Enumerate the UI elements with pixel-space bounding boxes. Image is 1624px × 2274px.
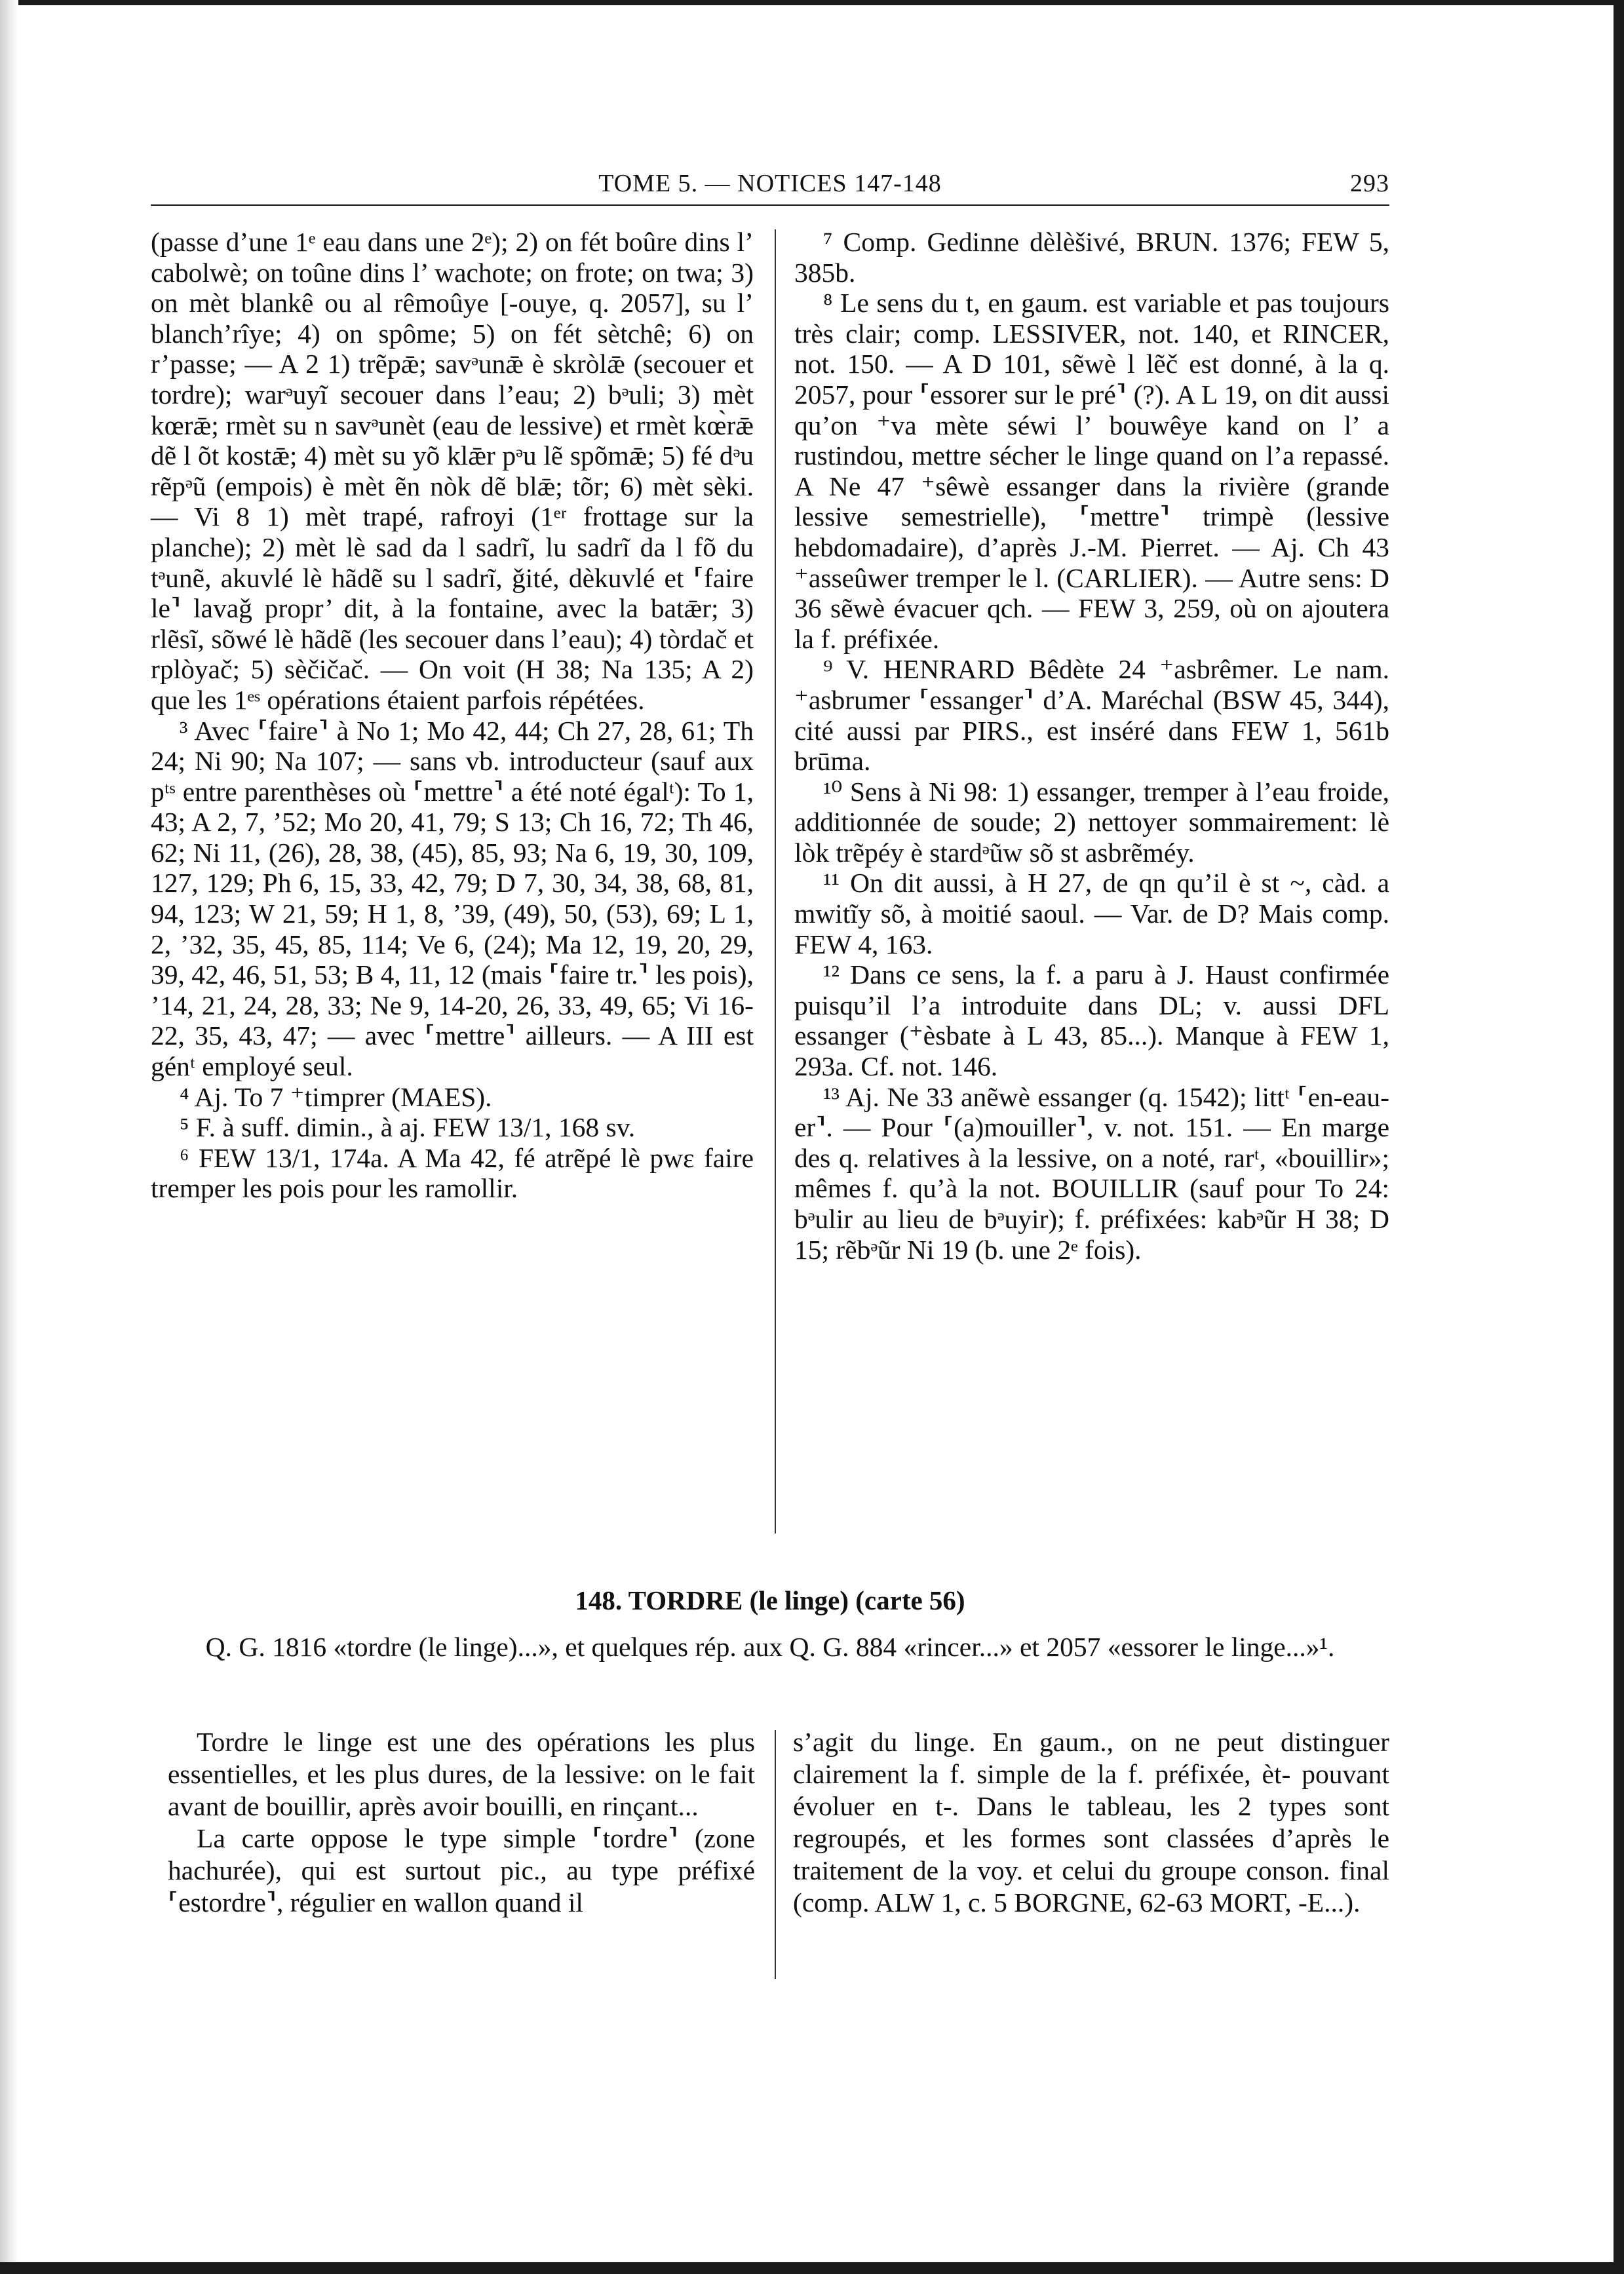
footnote-10: ¹⁰ Sens à Ni 98: 1) essanger, tremper à l’eau froide, additionnée de soude; 2) nettoyer sommairement: lè lòk trẽpéy è stardᵊũw sõ st asbrẽméy. — [794, 776, 1389, 868]
body-paragraph-1: Tordre le linge est une des opérations les plus essentielles, et les plus dures, de la lessive: on le fait avant de bouillir, après avoir bouilli, en rinçant... — [168, 1727, 755, 1821]
note-continuation: (passe d’une 1ᵉ eau dans une 2ᵉ); 2) on fét boûre dins l’ cabolwè; on toûne dins l’ wachote; on frote; on twa; 3) on mèt blankê ou al rêmoûye [-ouye, q. 2057], su l’ blanch’rîye; 4) on spôme; 5) on fét sètchê; 6) on r’passe; — A 2 1) trẽpǣ; savᵊunǣ è skròlǣ (secouer et tordre); warᵊuyĩ secouer dans l’eau; 2) bᵊuli; 3) mèt kœrǣ; rmèt su n savᵊunèt (eau de lessive) et rmèt kœ̀rǣ dẽ l õt kostǣ; 4) mèt su yõ klǣr pᵊu lẽ spõmǣ; 5) fé dᵊu rẽpᵊũ (empois) è mèt ẽn nòk dẽ blǣ; tõr; 6) mèt sèki. — Vi 8 1) mèt trapé, rafroyi (1ᵉʳ frottage sur la planche); 2) mèt lè sad da l sadrĩ, lu sadrĩ da l fõ du tᵊunẽ, akuvlé lè hãdẽ su l sadrĩ, ǧité, dèkuvlé et ⸢faire le⸣ lavaǧ propr’ dit, à la fontaine, avec la batǣr; 3) rlẽsĩ, sõwé lè hãdẽ (les secouer dans l’eau); 4) tòrdač et rplòyač; 5) sèčičač. — On voit (H 38; Na 135; A 2) que les 1ᵉˢ opérations étaient parfois répétées. — [151, 227, 754, 715]
running-head: TOME 5. — NOTICES 147-148 — [598, 170, 942, 197]
footnote-7: ⁷ Comp. Gedinne dèlèšivé, BRUN. 1376; FEW 5, 385b. — [794, 227, 1389, 288]
footnote-12: ¹² Dans ce sens, la f. a paru à J. Haust confirmée puisqu’il l’a introduite dans DL; v. aussi DFL essanger (⁺èsbate à L 43, 85...). Manque à FEW 1, 293a. Cf. not. 146. — [794, 959, 1389, 1082]
scan-border-top — [0, 0, 1624, 5]
body-paragraph-3: s’agit du linge. En gaum., on ne peut distinguer clairement la f. simple de la f. préfixée, èt- pouvant évoluer en t-. Dans le tableau, les 2 types sont regroupés, et les formes sont classées d’après le traitement de la voy. et celui du groupe conson. final (comp. ALW 1, c. 5 BORGNE, 62-63 MORT, -E...). — [793, 1727, 1389, 1917]
footnote-11: ¹¹ On dit aussi, à H 27, de qn qu’il è st ~, càd. a mwitĩy sõ, à moitié saoul. — Var. de D? Mais comp. FEW 4, 163. — [794, 868, 1389, 959]
footnote-8: ⁸ Le sens du t, en gaum. est variable et pas toujours très clair; comp. LESSIVER, not. 140, et RINCER, not. 150. — A D 101, sẽwè l lẽč est donné, à la q. 2057, pour ⸢essorer sur le pré⸣ (?). A L 19, on dit aussi qu’on ⁺va mète séwi l’ bouwêye kand on l’ a rustindou, mettre sécher le linge quand on l’a repassé. A Ne 47 ⁺sêwè essanger dans la rivière (grande lessive semestrielle), ⸢mettre⸣ trimpè (lessive hebdomadaire), d’après J.-M. Pierret. — Aj. Ch 43 ⁺asseûwer tremper le l. (CARLIER). — Autre sens: D 36 sẽwè évacuer qch. — FEW 3, 259, où on ajoutera la f. préfixée. — [794, 288, 1389, 654]
lower-left-column — [168, 1726, 755, 1919]
footnote-13: ¹³ Aj. Ne 33 anẽwè essanger (q. 1542); littᵗ ⸢en-eau-er⸣. — Pour ⸢(a)mouiller⸣, v. not. 151. — En marge des q. relatives à la lessive, on a noté, rarᵗ, «bouillir»; mêmes f. qu’à la not. BOUILLIR (sauf pour To 24: bᵊulir au lieu de bᵊuyir); f. préfixées: kabᵊũr H 38; D 15; rẽbᵊũr Ni 19 (b. une 2ᵉ fois). — [794, 1081, 1389, 1265]
column-divider-upper — [775, 229, 776, 1533]
column-divider-lower — [775, 1730, 776, 1979]
body-paragraph-2: La carte oppose le type simple ⸢tordre⸣ (zone hachurée), qui est surtout pic., au type préfixé ⸢estordre⸣, régulier en wallon quand il — [168, 1823, 755, 1917]
footnote-6: ⁶ FEW 13/1, 174a. A Ma 42, fé atrẽpé lè pwɛ faire tremper les pois pour les ramollir. — [151, 1142, 754, 1204]
footnote-3: ³ Avec ⸢faire⸣ à No 1; Mo 42, 44; Ch 27, 28, 61; Th 24; Ni 90; Na 107; — sans vb. introducteur (sauf aux pᵗˢ entre parenthèses où ⸢mettre⸣ a été noté égalᵗ): To 1, 43; A 2, 7, ’52; Mo 20, 41, 79; S 13; Ch 16, 72; Th 46, 62; Ni 11, (26), 28, 38, (45), 85, 93; Na 6, 19, 30, 109, 127, 129; Ph 6, 15, 33, 42, 79; D 7, 30, 34, 38, 68, 81, 94, 123; W 21, 59; H 1, 8, ’39, (49), 50, (53), 69; L 1, 2, ’32, 35, 45, 85, 114; Ve 6, (24); Ma 12, 19, 20, 29, 39, 42, 46, 51, 53; B 4, 11, 12 (mais ⸢faire tr.⸣ les pois), ’14, 21, 24, 28, 33; Ne 9, 14-20, 26, 33, 49, 65; Vi 16-22, 35, 43, 47; — avec ⸢mettre⸣ ailleurs. — A III est génᵗ employé seul. — [151, 715, 754, 1082]
upper-right-column — [794, 227, 1389, 1265]
header-rule — [151, 204, 1389, 206]
lower-right-column — [793, 1726, 1389, 1919]
upper-left-column — [151, 227, 754, 1204]
section-title: 148. TORDRE (le linge) (carte 56) — [575, 1585, 965, 1615]
footnote-4: ⁴ Aj. To 7 ⁺timprer (MAES). — [180, 1081, 492, 1112]
scan-border-left — [0, 0, 18, 2274]
questionnaire-reference: Q. G. 1816 «tordre (le linge)...», et quelques rép. aux Q. G. 884 «rincer...» et 2057 «essorer le linge...»¹. — [205, 1632, 1335, 1662]
footnote-9: ⁹ V. HENRARD Bêdète 24 ⁺asbrêmer. Le nam. ⁺asbrumer ⸢essanger⸣ d’A. Maréchal (BSW 45, 344), cité aussi par PIRS., est inséré dans FEW 1, 561b brūma. — [794, 654, 1389, 777]
scan-border-bottom — [0, 2262, 1624, 2274]
page-header — [151, 169, 1389, 203]
page-number: 293 — [1350, 170, 1389, 197]
footnote-5: ⁵ F. à suff. dimin., à aj. FEW 13/1, 168 sv. — [180, 1112, 636, 1143]
scan-border-right — [1614, 0, 1624, 2274]
